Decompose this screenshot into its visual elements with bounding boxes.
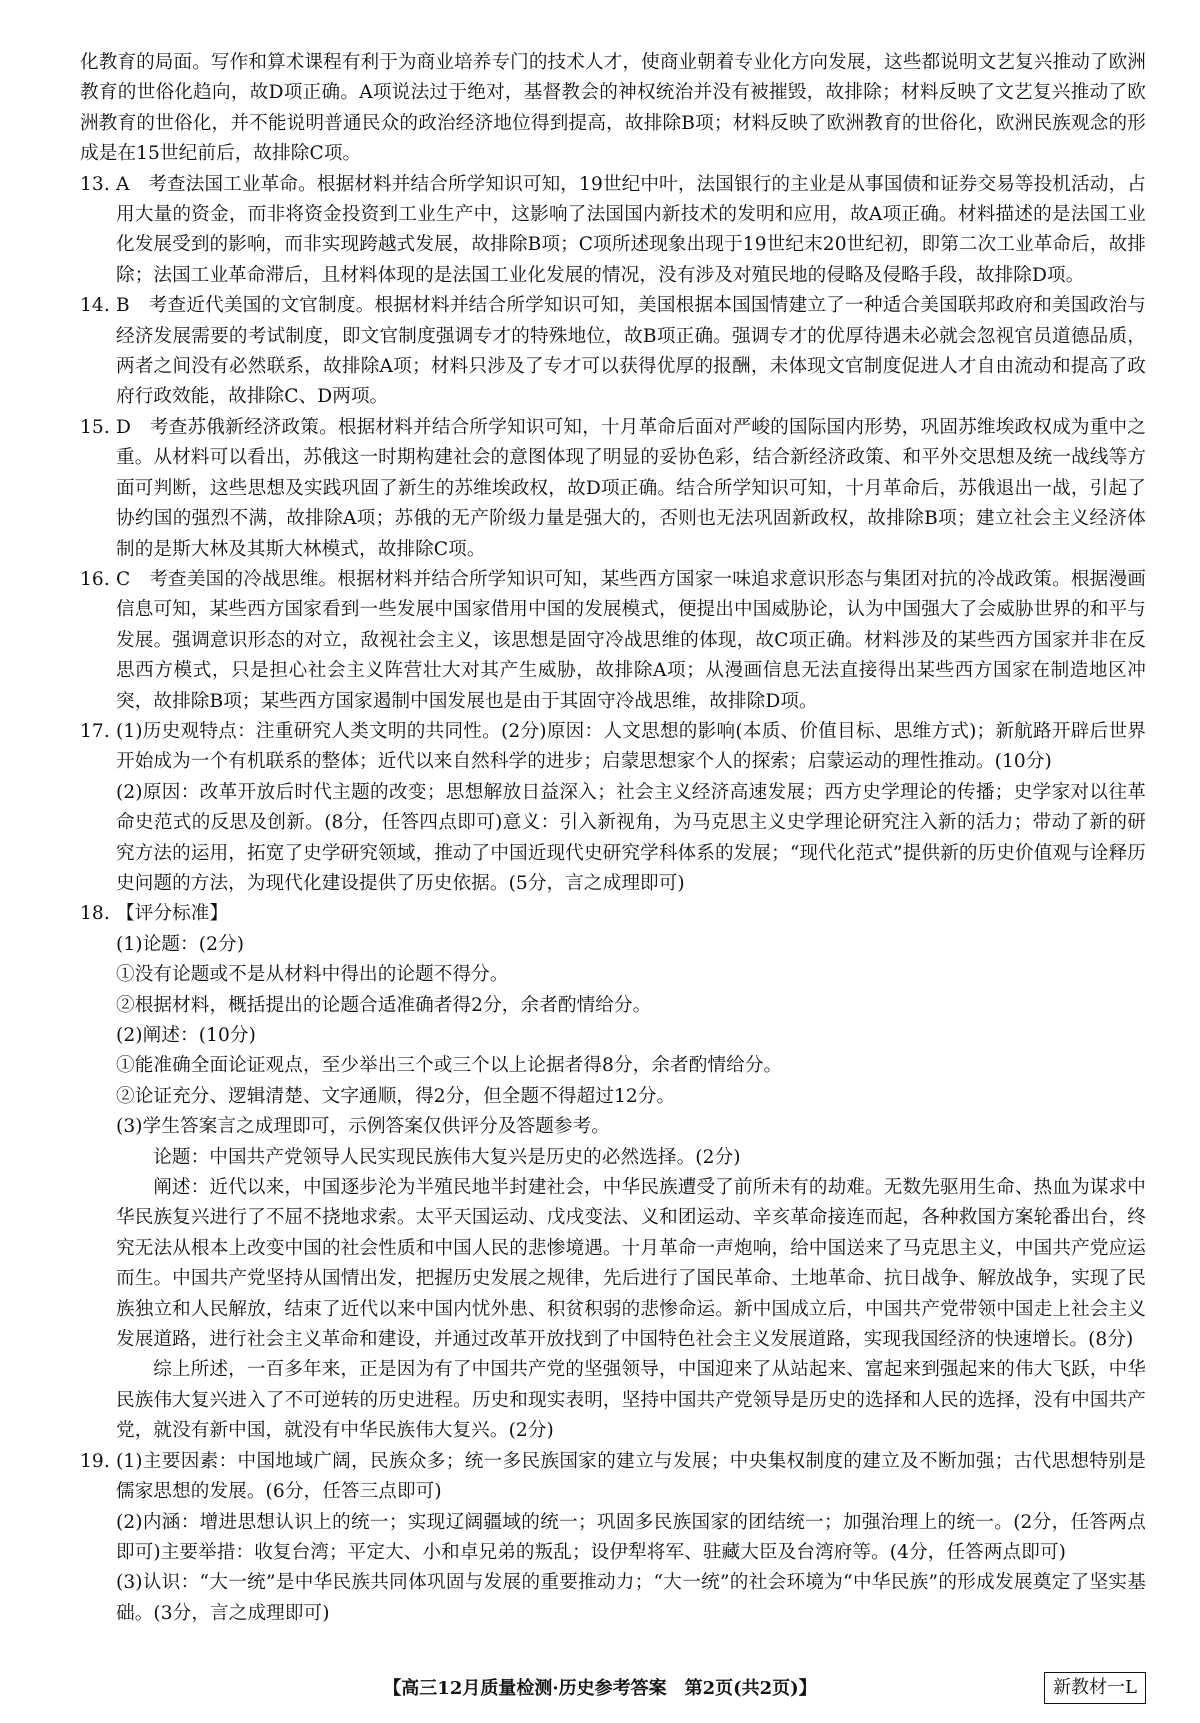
sample-argument: 阐述：近代以来，中国逐步沦为半殖民地半封建社会，中华民族遭受了前所未有的劫难。无数先驱用生命、热血为谋求中华民族复兴进行了不屈不挠地求索。太平天国运动、戊戌变法、义和团运动、辛亥革命接连而起，各种救国方案轮番出台，终究无法从根本上改变中国的社会性质和中国人民的悲惨境遇。十月革命一声炮响，给中国送来了马克思主义，中国共产党应运而生。中国共产党坚持从国情出发，把握历史发展之规律，先后进行了国民革命、土地革命、抗日战争、解放战争，实现了民族独立和人民解放，结束了近代以来中国内忧外患、积贫积弱的悲惨命运。新中国成立后，中国共产党带领中国走上社会主义发展道路，进行社会主义革命和建设，并通过改革开放找到了中国特色社会主义发展道路，实现我国经济的快速增长。(8分) [116, 1177, 1146, 1351]
question-19-part-2: (2)内涵：增进思想认识上的统一；实现辽阔疆域的统一；巩固多民族国家的团结统一；加强治理上的统一。(2分，任答两点即可)主要举措：收复台湾；平定大、小和卓兄弟的叛乱；设伊犁将军、驻藏大臣及台湾府等。(4分，任答两点即可) [116, 1511, 1146, 1563]
question-answer: C 考查美国的冷战思维。根据材料并结合所学知识可知，某些西方国家一味追求意识形态与集团对抗的冷战政策。根据漫画信息可知，某些西方国家看到一些发展中国家借用中国的发展模式，便提出中国威胁论，认为中国强大了会威胁世界的和平与发展。强调意识形态的对立，敌视社会主义，该思想是固守冷战思维的体现，故C项正确。材料涉及的某些西方国家并非在反思西方模式，只是担心社会主义阵营壮大对其产生威胁，故排除A项；从漫画信息无法直接得出某些西方国家在制造地区冲突，故排除B项；某些西方国家遏制中国发展也是由于其固守冷战思维，故排除D项。 [116, 568, 1146, 712]
question-number: 14. [80, 295, 110, 317]
question-16 [80, 565, 1146, 717]
sample-conclusion: 综上所述，一百多年来，正是因为有了中国共产党的坚强领导，中国迎来了从站起来、富起来到强起来的伟大飞跃，中华民族伟大复兴进入了不可逆转的历史进程。历史和现实表明，坚持中国共产党领导是历史的选择和人民的选择，没有中国共产党，就没有新中国，就没有中华民族伟大复兴。(2分) [116, 1359, 1146, 1442]
scoring-item: ①没有论题或不是从材料中得出的论题不得分。 [116, 964, 509, 986]
page-footer [0, 1672, 1200, 1706]
question-number: 19. [80, 1450, 110, 1472]
question-18 [80, 899, 1146, 929]
sample-thesis: 论题：中国共产党领导人民实现民族伟大复兴是历史的必然选择。(2分) [153, 1146, 741, 1168]
question-number: 18. [80, 903, 110, 925]
scoring-item: ②根据材料，概括提出的论题合适准确者得2分，余者酌情给分。 [116, 994, 652, 1016]
scoring-item: ②论证充分、逻辑清楚、文字通顺，得2分，但全题不得超过12分。 [116, 1085, 676, 1107]
intro-paragraph: 化教育的局面。写作和算术课程有利于为商业培养专门的技术人才，使商业朝着专业化方向发展，这些都说明文艺复兴推动了欧洲教育的世俗化趋向，故D项正确。A项说法过于绝对，基督教会的神权统治并没有被摧毁，故排除；材料反映了文艺复兴推动了欧洲教育的世俗化，并不能说明普通民众的政治经济地位得到提高，故排除B项；材料反映了欧洲教育的世俗化，欧洲民族观念的形成是在15世纪前后，故排除C项。 [80, 52, 1146, 165]
question-number: 16. [80, 568, 110, 590]
question-answer: (1)主要因素：中国地域广阔，民族众多；统一多民族国家的建立与发展；中央集权制度的建立及不断加强；古代思想特别是儒家思想的发展。(6分，任答三点即可) [116, 1450, 1146, 1503]
scoring-item: ①能准确全面论证观点，至少举出三个或三个以上论据者得8分，余者酌情给分。 [116, 1055, 783, 1077]
question-15 [80, 413, 1146, 565]
question-answer: D 考查苏俄新经济政策。根据材料并结合所学知识可知，十月革命后面对严峻的国际国内形势，巩固苏维埃政权成为重中之重。从材料可以看出，苏俄这一时期构建社会的意图体现了明显的妥协色彩，结合新经济政策、和平外交思想及统一战线等方面可判断，这些思想及实践巩固了新生的苏维埃政权，故D项正确。结合所学知识可知，十月革命后，苏俄退出一战，引起了协约国的强烈不满，故排除A项；苏俄的无产阶级力量是强大的，否则也无法巩固新政权，故排除B项；建立社会主义经济体制的是斯大林及其斯大林模式，故排除C项。 [116, 416, 1146, 560]
footer-title: 【高三12月质量检测·历史参考答案 第2页(共2页)】 [383, 1678, 817, 1699]
edition-badge: 新教材一L [1044, 1672, 1146, 1704]
question-13 [80, 170, 1146, 292]
question-number: 17. [80, 720, 110, 742]
scoring-item: (1)论题：(2分) [116, 933, 245, 955]
scoring-item: (2)阐述：(10分) [116, 1025, 256, 1046]
question-14 [80, 291, 1146, 413]
question-17 [80, 717, 1146, 778]
answer-content [80, 48, 1146, 1629]
question-answer: (1)历史观特点：注重研究人类文明的共同性。(2分)原因：人文思想的影响(本质、价值目标、思维方式)；新航路开辟后世界开始成为一个有机联系的整体；近代以来自然科学的进步；启蒙思想家个人的探索；启蒙运动的理性推动。(10分) [116, 720, 1146, 773]
question-number: 13. [80, 173, 110, 195]
scoring-standard-heading: 【评分标准】 [116, 903, 229, 925]
scoring-item: (3)学生答案言之成理即可，示例答案仅供评分及答题参考。 [116, 1116, 610, 1138]
question-19 [80, 1447, 1146, 1508]
question-number: 15. [80, 416, 110, 438]
question-17-part-2: (2)原因：改革开放后时代主题的改变；思想解放日益深入；社会主义经济高速发展；西方史学理论的传播；史学家对以往革命史范式的反思及创新。(8分，任答四点即可)意义：引入新视角，为马克思主义史学理论研究注入新的活力；带动了新的研究方法的运用，拓宽了史学研究领域，推动了中国近现代史研究学科体系的发展；“现代化范式”提供新的历史价值观与诠释历史问题的方法，为现代化建设提供了历史依据。(5分，言之成理即可) [116, 781, 1146, 894]
question-answer: B 考查近代美国的文官制度。根据材料并结合所学知识可知，美国根据本国国情建立了一种适合美国联邦政府和美国政治与经济发展需要的考试制度，即文官制度强调专才的特殊地位，故B项正确。强调专才的优厚待遇未必就会忽视官员道德品质，两者之间没有必然联系，故排除A项；材料只涉及了专才可以获得优厚的报酬，未体现文官制度促进人才自由流动和提高了政府行政效能，故排除C、D两项。 [116, 295, 1146, 408]
question-19-part-3: (3)认识：“大一统”是中华民族共同体巩固与发展的重要推动力；“大一统”的社会环境为“中华民族”的形成发展奠定了坚实基础。(3分，言之成理即可) [116, 1572, 1146, 1624]
question-answer: A 考查法国工业革命。根据材料并结合所学知识可知，19世纪中叶，法国银行的主业是从事国债和证券交易等投机活动，占用大量的资金，而非将资金投资到工业生产中，这影响了法国国内新技术的发明和应用，故A项正确。材料描述的是法国工业化发展受到的影响，而非实现跨越式发展，故排除B项；C项所述现象出现于19世纪末20世纪初，即第二次工业革命后，故排除；法国工业革命滞后，且材料体现的是法国工业化发展的情况，没有涉及对殖民地的侵略及侵略手段，故排除D项。 [116, 173, 1146, 286]
